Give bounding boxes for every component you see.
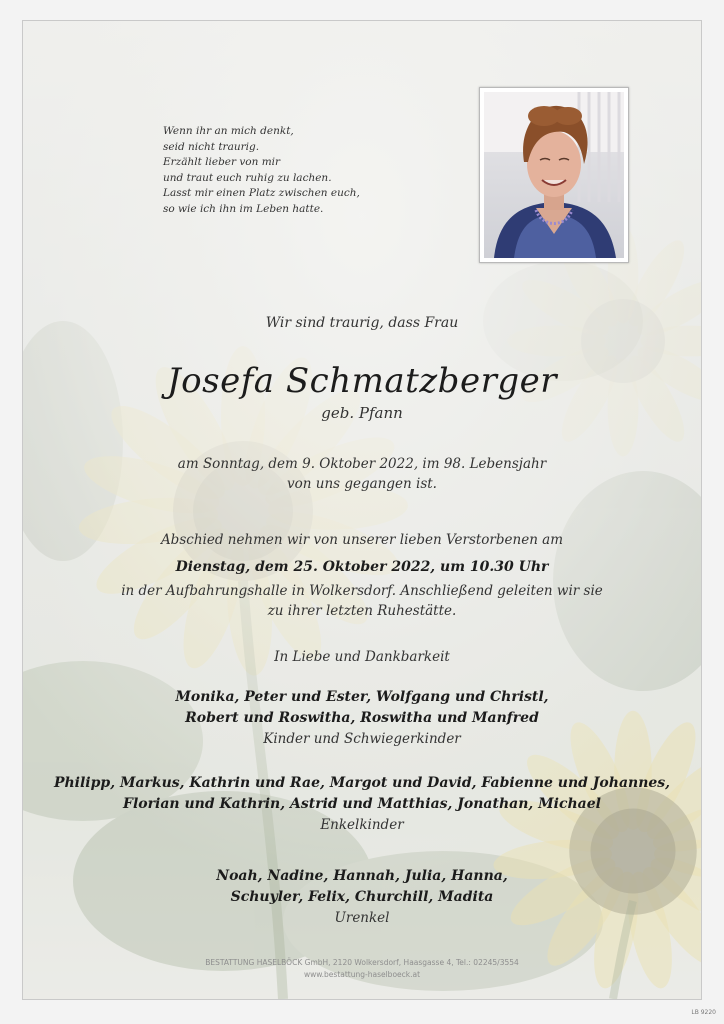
obituary-page [22,20,702,1000]
farewell-line: Abschied nehmen wir von unserer lieben Verstorbenen am [160,532,564,548]
mourner-names: Schuyler, Felix, Churchill, Madita [230,889,494,905]
intro-text: Wir sind traurig, dass Frau [265,315,459,331]
mourner-names: Florian und Kathrin, Astrid und Matthias, Jonathan, Michael [123,796,601,812]
funeral-date-time: Dienstag, dem 25. Oktober 2022, um 10.30 Uhr [175,559,549,575]
mourner-role: Enkelkinder [320,817,404,833]
mourner-names: Robert und Roswitha, Roswitha und Manfred [185,710,539,726]
poem-line: und traut euch ruhig zu lachen. [163,171,332,184]
farewell-line: in der Aufbahrungshalle in Wolkersdorf. Anschließend geleiten wir sie [121,583,603,599]
portrait-photo-image [484,92,624,258]
poem-line: seid nicht traurig. [163,140,260,153]
funeral-home-address: BESTATTUNG HASELBÖCK GmbH, 2120 Wolkersdorf, Haasgasse 4, Tel.: 02245/3554 [205,958,519,967]
death-notice [23,454,701,494]
mourner-names: Noah, Nadine, Hannah, Julia, Hanna, [216,868,508,884]
mourners-grandchildren [23,773,701,836]
poem-line: so wie ich ihn im Leben hatte. [163,202,324,215]
deceased-name: Josefa Schmatzberger [167,361,557,401]
maiden-name: geb. Pfann [321,404,403,422]
farewell-notice [23,527,701,621]
mourners-intro: In Liebe und Dankbarkeit [274,649,450,665]
poem [163,124,413,217]
mourners-children [23,687,701,750]
mourner-names: Philipp, Markus, Kathrin und Rae, Margot und David, Fabienne und Johannes, [53,775,671,791]
poem-line: Erzählt lieber von mir [163,156,281,168]
poem-line: Wenn ihr an mich denkt, [163,125,294,137]
death-line: am Sonntag, dem 9. Oktober 2022, im 98. Lebensjahr [177,456,547,472]
farewell-line: zu ihrer letzten Ruhestätte. [267,603,457,619]
mourners-great-grandchildren [23,866,701,929]
funeral-home-footer [23,957,701,981]
poem-line: Lasst mir einen Platz zwischen euch, [163,187,360,199]
death-line: von uns gegangen ist. [287,476,437,492]
mourner-names: Monika, Peter und Ester, Wolfgang und Christl, [175,689,549,705]
mourner-role: Urenkel [334,910,390,926]
mourner-role: Kinder und Schwiegerkinder [263,731,461,747]
document-code: LB 9220 [691,1009,716,1016]
funeral-home-website[interactable]: www.bestattung-haselboeck.at [303,970,421,979]
portrait-photo [479,87,629,263]
